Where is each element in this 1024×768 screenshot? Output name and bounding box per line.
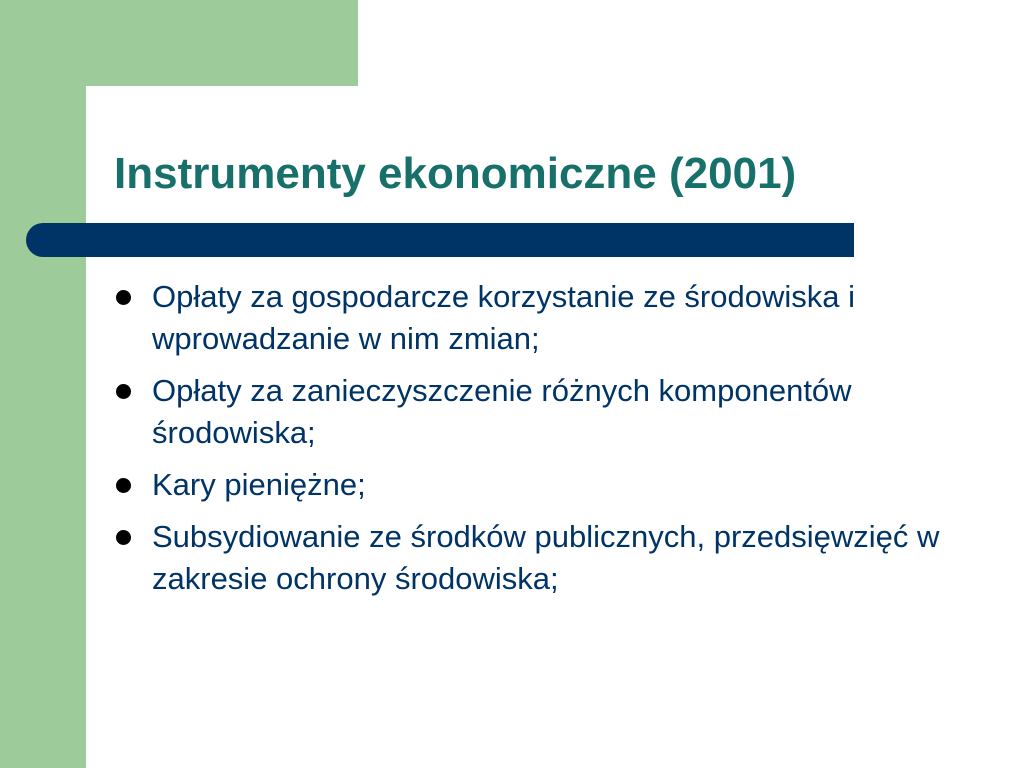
bullet-text: Kary pieniężne;: [152, 467, 366, 502]
green-side-band: [0, 0, 86, 768]
title-underline-bar: [26, 223, 854, 257]
bullet-list: [112, 276, 1002, 610]
bullet-item: [112, 370, 1002, 454]
bullet-dot-icon: [116, 290, 131, 305]
bullet-text: Opłaty za gospodarcze korzystanie ze środowiska i wprowadzanie w nim zmian;: [152, 279, 855, 356]
slide-title: Instrumenty ekonomiczne (2001): [114, 149, 797, 198]
green-top-band: [0, 0, 358, 86]
bullet-item: [112, 464, 1002, 506]
bullet-item: [112, 516, 1002, 600]
bullet-dot-icon: [116, 530, 131, 545]
bullet-dot-icon: [116, 478, 131, 493]
bullet-item: [112, 276, 1002, 360]
bullet-text: Subsydiowanie ze środków publicznych, przedsięwzięć w zakresie ochrony środowiska;: [152, 519, 940, 596]
bullet-text: Opłaty za zanieczyszczenie różnych komponentów środowiska;: [152, 373, 852, 450]
bullet-dot-icon: [116, 384, 131, 399]
